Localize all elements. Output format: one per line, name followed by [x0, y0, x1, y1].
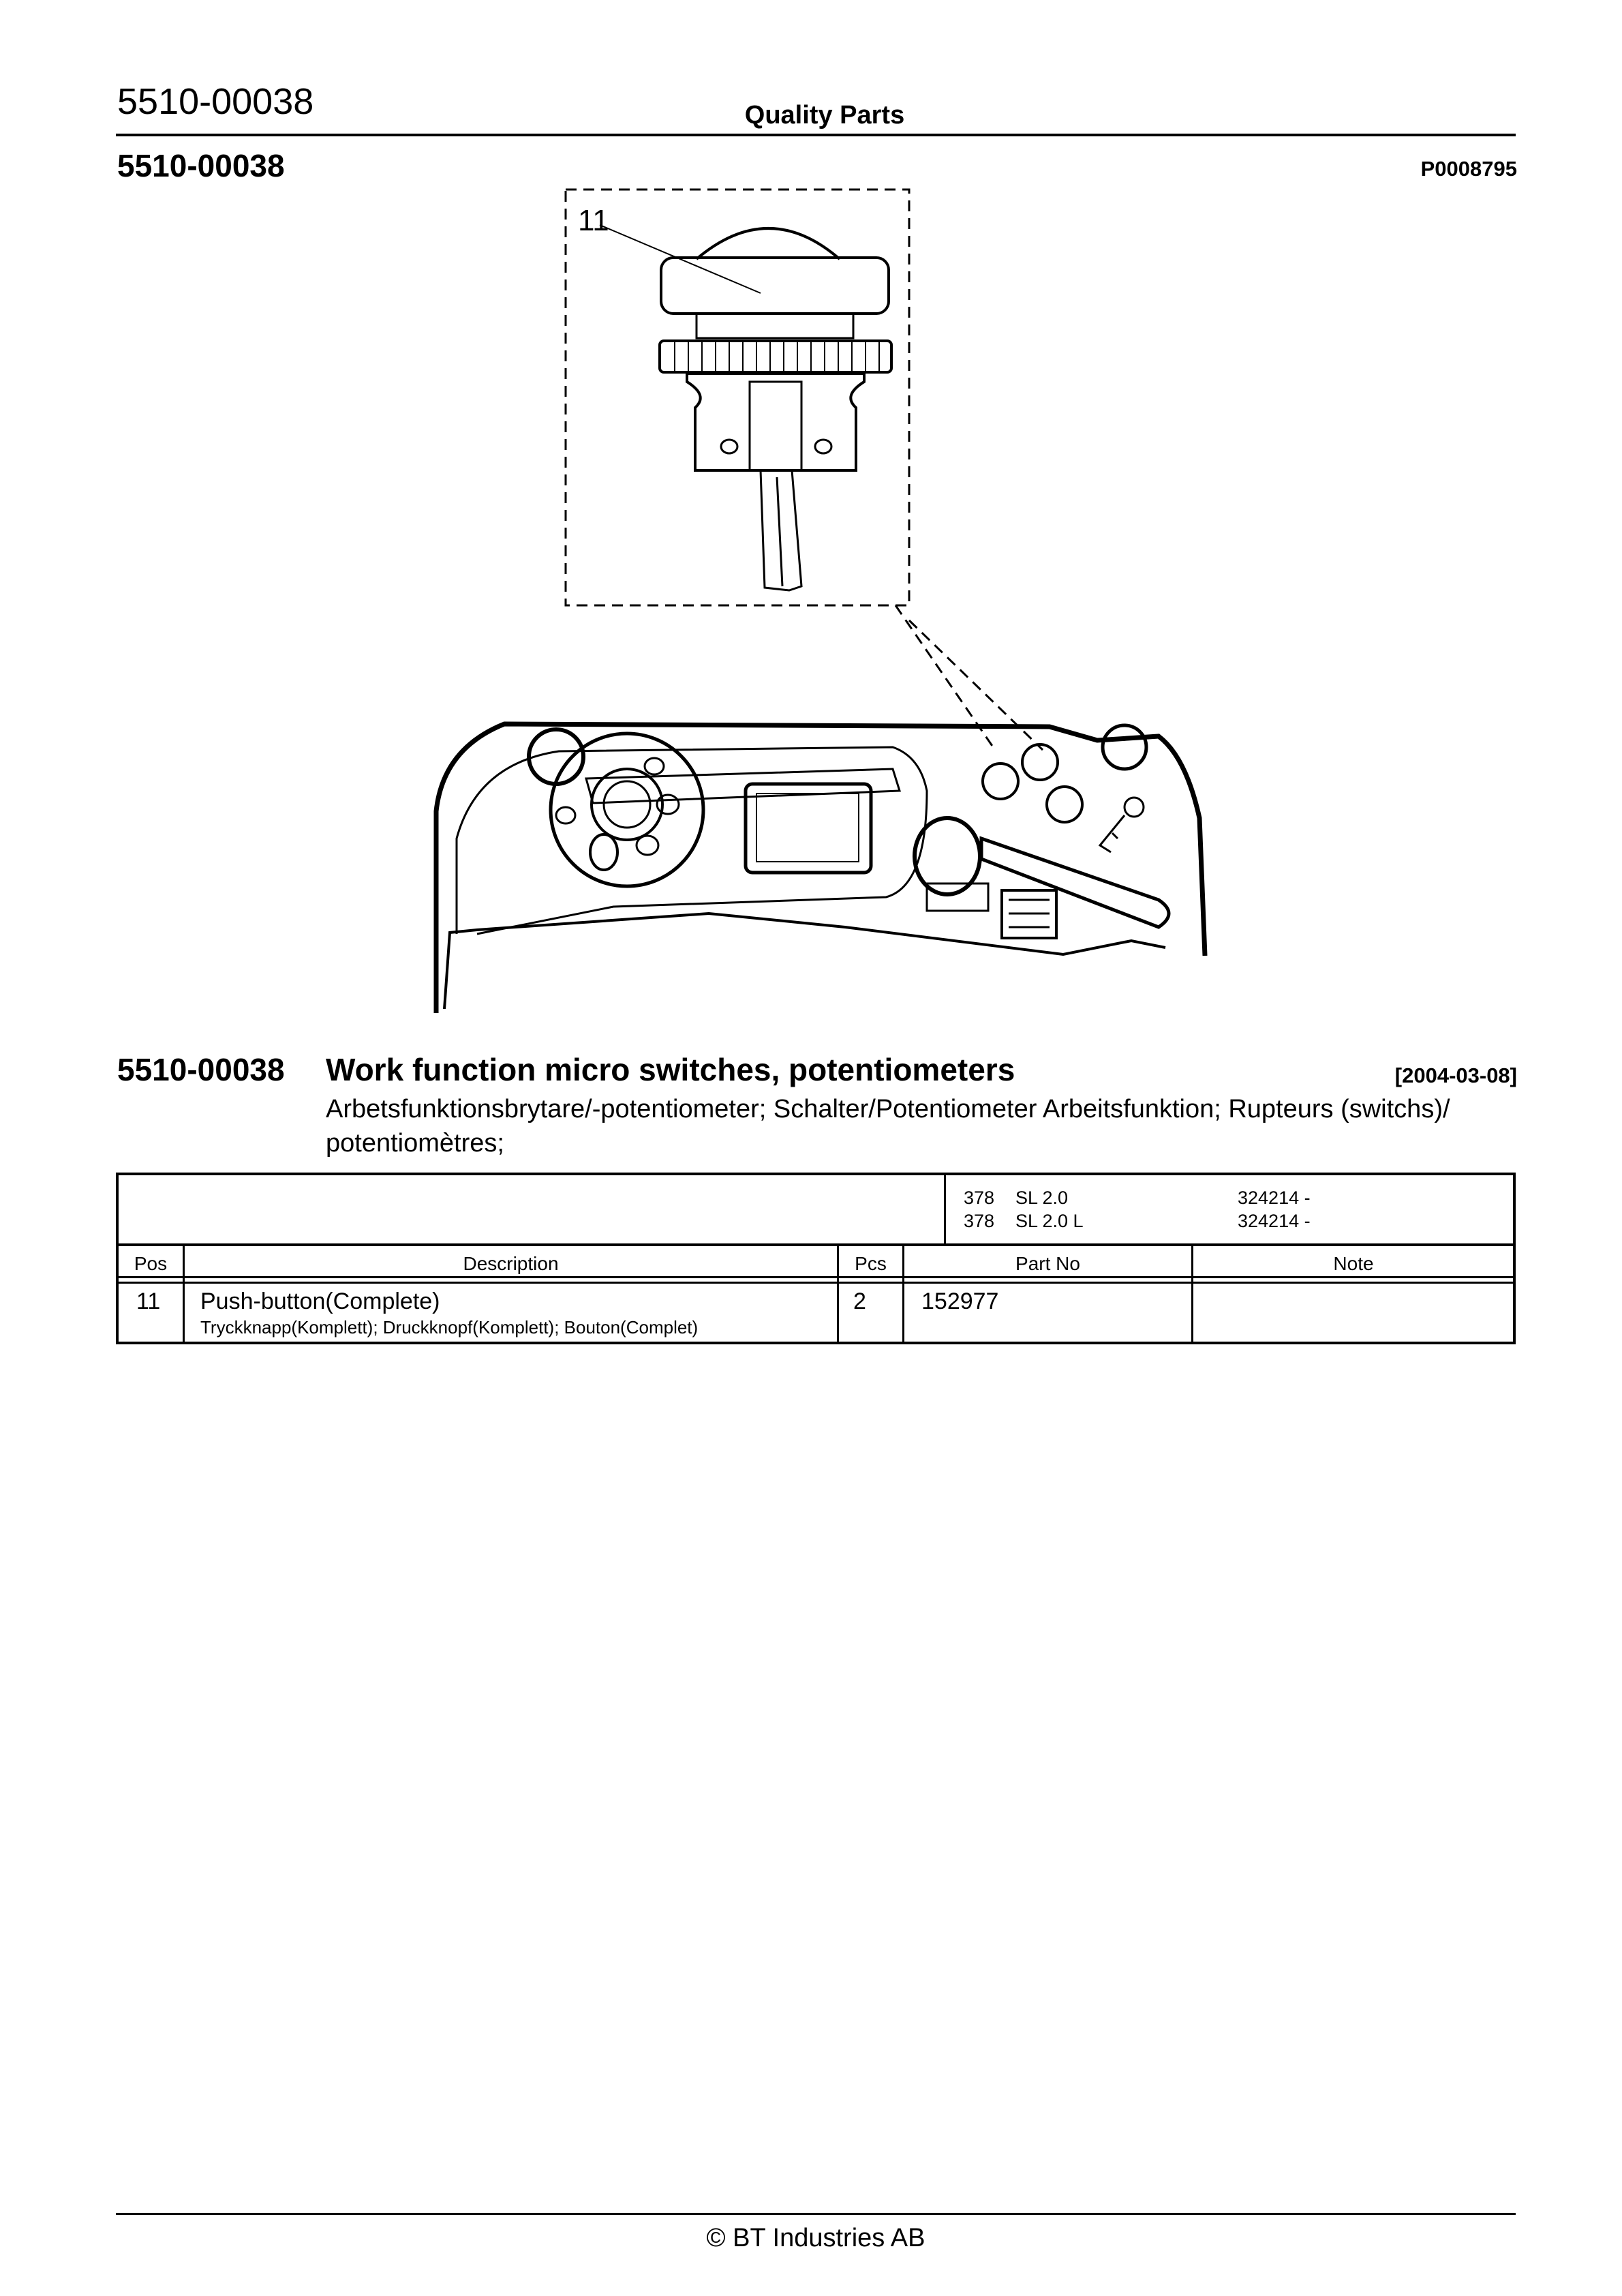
panel-button — [1022, 744, 1058, 780]
row-pos: 11 — [136, 1288, 161, 1314]
panel-button — [983, 764, 1018, 799]
model-row — [964, 1211, 1311, 1232]
column-header-part-no: Part No — [1015, 1253, 1080, 1274]
model-code: 378 — [964, 1211, 995, 1231]
model-serial: 324214 - — [1238, 1211, 1311, 1231]
section-title: Work function micro switches, potentiometers — [326, 1052, 1015, 1087]
model-serial: 324214 - — [1238, 1188, 1311, 1208]
model-code: 378 — [964, 1188, 995, 1208]
translations-line: potentiomètres; — [326, 1129, 504, 1158]
panel-button — [1103, 725, 1146, 769]
display-screen — [746, 784, 871, 873]
column-header-note: Note — [1333, 1253, 1374, 1274]
detail-frame — [566, 190, 909, 605]
section-number: 5510-00038 — [117, 1052, 285, 1087]
parts-diagram — [409, 184, 1240, 1029]
push-button-drawing — [660, 228, 891, 590]
column-header-pcs: Pcs — [855, 1253, 887, 1274]
footer-divider — [116, 2213, 1516, 2215]
translations-line: Arbetsfunktionsbrytare/-potentiometer; Schalter/Potentiometer Arbeitsfunktion; Rupteurs (switchs)/ — [326, 1095, 1450, 1123]
row-pcs: 2 — [853, 1288, 866, 1314]
section-translations — [326, 1092, 1525, 1160]
footer-copyright: © BT Industries AB — [706, 2224, 925, 2252]
row-description: Push-button(Complete) — [200, 1288, 440, 1314]
model-name: SL 2.0 L — [1015, 1211, 1084, 1231]
panel-button — [1047, 787, 1082, 822]
column-header-description: Description — [463, 1253, 559, 1274]
callout-label: 11 — [578, 204, 609, 237]
detail-leader-line — [909, 620, 1043, 750]
document-number: 5510-00038 — [117, 81, 314, 122]
column-header-pos: Pos — [134, 1253, 168, 1274]
image-id: P0008795 — [1420, 157, 1517, 181]
control-panel-drawing — [436, 724, 1205, 1013]
model-name: SL 2.0 — [1015, 1188, 1069, 1208]
header-label: Quality Parts — [744, 101, 905, 130]
section-date: [2004-03-08] — [1394, 1063, 1517, 1087]
row-part-no: 152977 — [921, 1288, 999, 1314]
header-divider — [116, 134, 1516, 136]
parts-table — [116, 1173, 1516, 1344]
group-number: 5510-00038 — [117, 148, 285, 183]
row-translations: Tryckknapp(Komplett); Druckknopf(Komplett); Bouton(Complet) — [200, 1317, 699, 1338]
model-row — [964, 1188, 1311, 1209]
